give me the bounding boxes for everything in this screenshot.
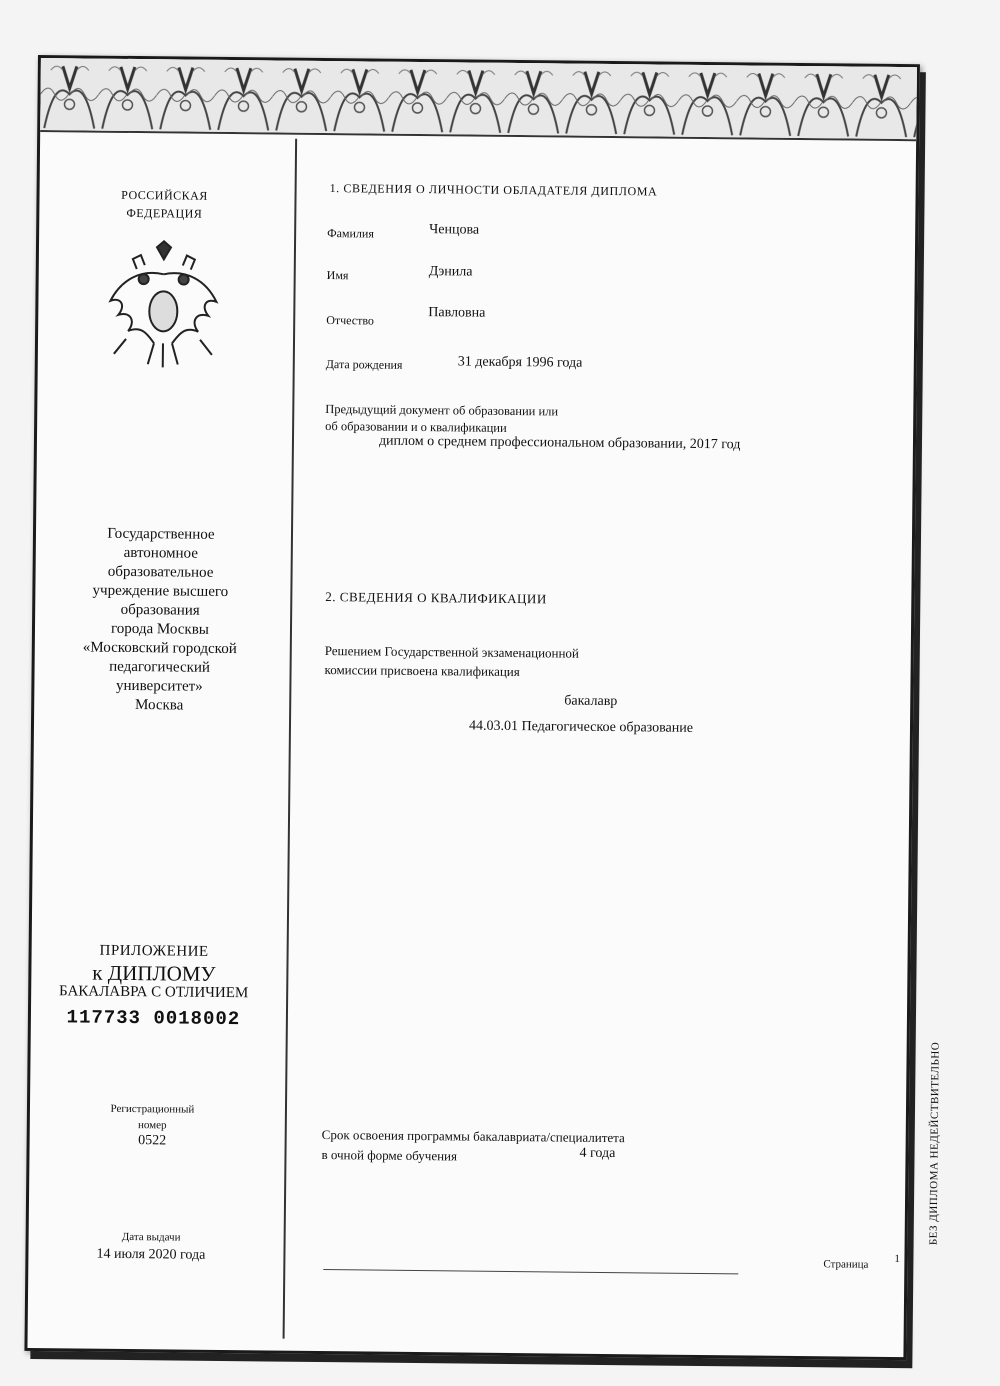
institution-name: Государственное автономное образовательное учреждение высшего образования города Москвы «Московский городской педагогический университет» Москва [82,525,237,714]
study-term-label: Срок освоения программы бакалавриата/специалитета в очной форме обучения [321,1127,625,1164]
annex-diploma-line: к ДИПЛОМУ [92,960,216,986]
section-1-title: 1. СВЕДЕНИЯ О ЛИЧНОСТИ ОБЛАДАТЕЛЯ ДИПЛОМА [329,181,658,199]
diploma-number: 117733 0018002 [66,1006,241,1031]
qualification-decision: Решением Государственной экзаменационной комиссии присвоена квалификация [324,643,580,680]
double-headed-eagle-icon [96,239,232,375]
patronymic-value: Павловна [428,305,486,321]
validity-note: БЕЗ ДИПЛОМА НЕДЕЙСТВИТЕЛЬНО [927,1041,942,1246]
signature-line [323,1269,738,1274]
patronymic-label: Отчество [326,313,375,328]
annex-degree-line: БАКАЛАВРА С ОТЛИЧИЕМ [59,983,249,1002]
issue-date-block: Дата выдачи 14 июля 2020 года [28,1228,273,1265]
specialty-value: 44.03.01 Педагогическое образование [468,718,694,736]
registration-block: Регистрационный номер 0522 [30,1100,275,1151]
diploma-supplement-page [24,55,942,1360]
birth-date-value: 31 декабря 1996 года [457,354,583,371]
section-2-title: 2. СВЕДЕНИЯ О КВАЛИФИКАЦИИ [325,589,547,607]
previous-document-value: диплом о среднем профессиональном образовании, 2017 год [378,433,741,453]
issue-date: 14 июля 2020 года [96,1246,206,1263]
page-number: 1 [894,1253,901,1266]
previous-document-label: Предыдущий документ об образовании или об образовании и о квалификации [325,402,559,435]
page-label: Страница [823,1258,869,1271]
annex-heading [31,942,277,1031]
annex-title: ПРИЛОЖЕНИЕ [99,942,209,960]
qualification-value: бакалавр [564,693,618,710]
study-term-value: 4 года [579,1145,616,1162]
name-label: Имя [326,268,349,283]
birth-date-label: Дата рождения [325,357,403,372]
registration-number: 0522 [138,1133,167,1149]
surname-label: Фамилия [327,226,374,241]
country-name: РОССИЙСКАЯ ФЕДЕРАЦИЯ [121,187,208,221]
surname-value: Ченцова [429,222,480,238]
left-column [27,58,295,1351]
name-value: Дэнила [428,264,473,280]
